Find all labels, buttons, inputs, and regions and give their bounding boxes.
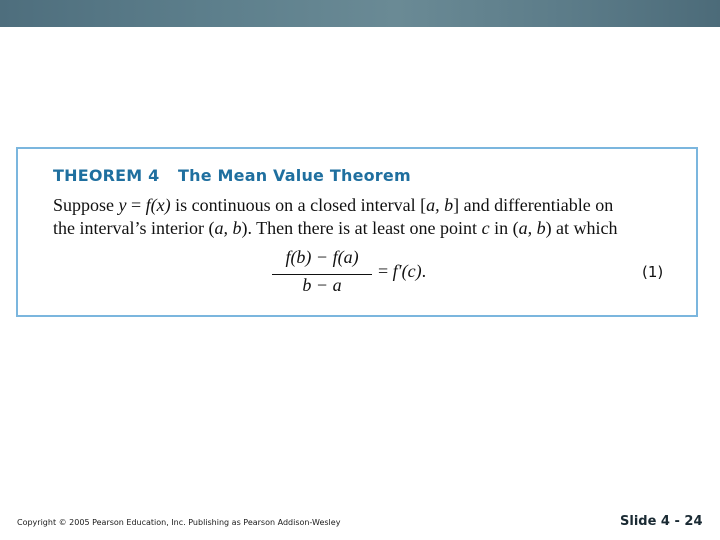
top-banner — [0, 0, 720, 27]
formula-denominator — [272, 275, 372, 296]
formula-rhs — [378, 261, 426, 282]
variable-y: y — [118, 195, 127, 215]
statement-text: in ( — [489, 218, 519, 238]
statement-text: the interval’s interior ( — [53, 218, 215, 238]
equation-number: (1) — [642, 263, 664, 281]
statement-text: ] and differentiable on — [453, 195, 614, 215]
equals-sign: = — [378, 261, 393, 281]
theorem-number: THEOREM 4 — [53, 166, 160, 185]
slide-number: Slide 4 - 24 — [620, 514, 703, 529]
interval-ab: a, b — [518, 218, 546, 238]
statement-text: Suppose — [53, 195, 119, 215]
variable-c: c — [481, 218, 490, 238]
period: . — [421, 261, 427, 281]
theorem-heading — [53, 166, 411, 185]
theorem-statement-line-2 — [53, 218, 618, 239]
statement-text: is continuous on a closed interval [ — [170, 195, 427, 215]
derivative-expression: f′(c) — [392, 261, 422, 281]
interval-ab: a, b — [214, 218, 242, 238]
statement-text: ) at which — [545, 218, 618, 238]
formula-numerator — [272, 247, 372, 268]
mean-value-formula — [272, 247, 472, 297]
theorem-statement-line-1 — [53, 195, 613, 216]
copyright-footer: Copyright © 2005 Pearson Education, Inc. Publishing as Pearson Addison-Wesley — [17, 518, 341, 527]
denominator-text: b − a — [302, 275, 342, 295]
numerator-text: f(b) − f(a) — [285, 247, 359, 267]
theorem-box — [16, 147, 698, 317]
theorem-title: The Mean Value Theorem — [178, 166, 411, 185]
interval-ab: a, b — [426, 195, 454, 215]
statement-text: = — [126, 195, 146, 215]
statement-text: ). Then there is at least one point — [241, 218, 482, 238]
function-fx: f(x) — [145, 195, 171, 215]
